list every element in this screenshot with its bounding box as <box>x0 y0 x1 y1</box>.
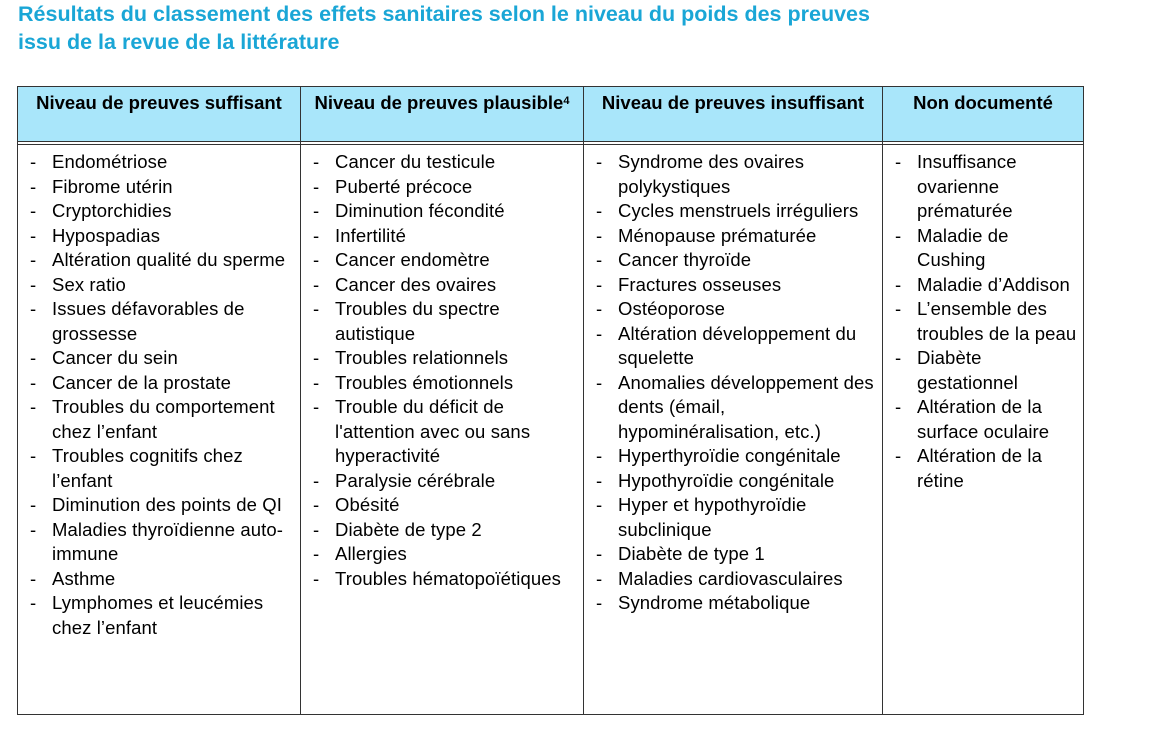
bullet-dash: - <box>30 298 37 319</box>
bullet-dash: - <box>596 273 603 295</box>
list-item-text: Cancer du sein <box>52 347 178 368</box>
list-item-text: Diminution des points de QI <box>52 494 282 515</box>
bullet-dash: - <box>30 567 37 589</box>
list-item <box>309 469 579 494</box>
list-item <box>309 297 579 346</box>
body-row <box>18 145 1084 715</box>
bullet-dash: - <box>313 224 320 246</box>
list-item-text: Asthme <box>52 567 116 589</box>
list-item <box>309 395 579 469</box>
list-item <box>26 199 296 224</box>
bullet-dash: - <box>313 347 320 368</box>
list-item-text: Ostéoporose <box>618 298 726 319</box>
list-item <box>26 150 296 175</box>
list-item <box>891 346 1079 395</box>
list-item-text: Troubles relationnels <box>335 347 509 368</box>
bullet-dash: - <box>313 396 320 417</box>
list-item-text: Insuffisance ovarienne prématurée <box>917 151 1017 221</box>
list-item-text: Fractures osseuses <box>618 273 782 295</box>
list-item <box>891 224 1079 273</box>
header-row <box>18 87 1084 142</box>
list-item <box>26 395 296 444</box>
footnote-ref: 4 <box>563 95 570 107</box>
bullet-dash: - <box>30 396 37 417</box>
header-plausible: Niveau de preuves plausible$^4$ <box>301 87 584 142</box>
bullet-dash: - <box>30 518 37 540</box>
bullet-dash: - <box>313 543 320 564</box>
list-item-text: Maladies thyroïdienne auto-immune <box>52 518 284 564</box>
header-undocumented: Non documenté <box>883 87 1084 142</box>
column-sufficient <box>18 145 301 715</box>
bullet-dash: - <box>596 224 603 246</box>
list-item <box>26 297 296 346</box>
header-insufficient: Niveau de preuves insuffisant <box>584 87 883 142</box>
list-item <box>26 248 296 273</box>
list-item <box>592 297 878 322</box>
bullet-dash: - <box>596 543 603 564</box>
list-item <box>26 518 296 567</box>
list-item <box>891 444 1079 493</box>
list-item-text: Sex ratio <box>52 273 126 295</box>
bullet-dash: - <box>313 175 320 197</box>
list-item-text: Ménopause prématurée <box>618 224 817 246</box>
list-item-text: Altération qualité du sperme <box>52 249 286 270</box>
bullet-dash: - <box>596 249 603 270</box>
list-item-text: Anomalies développement des dents (émail, hypominéralisation, etc.) <box>618 371 874 442</box>
list-item-text: Troubles du comportement chez l’enfant <box>52 396 275 442</box>
column-plausible <box>301 145 584 715</box>
bullet-dash: - <box>313 273 320 295</box>
list-item-text: Obésité <box>335 494 400 515</box>
list-item <box>592 542 878 567</box>
list-item-text: Maladie de Cushing <box>917 224 1009 270</box>
list-item <box>592 591 878 616</box>
bullet-dash: - <box>895 298 902 319</box>
list-item-text: Infertilité <box>335 224 407 246</box>
bullet-dash: - <box>895 151 902 172</box>
list-item-text: Maladie d’Addison <box>917 273 1070 295</box>
list-item-text: Puberté précoce <box>335 175 473 197</box>
title-line-2: issu de la revue de la littérature <box>18 30 340 54</box>
bullet-dash: - <box>30 249 37 270</box>
bullet-dash: - <box>30 175 37 197</box>
bullet-dash: - <box>596 151 603 172</box>
bullet-dash: - <box>313 249 320 270</box>
bullet-dash: - <box>895 273 902 295</box>
bullet-dash: - <box>596 322 603 344</box>
list-item-text: Allergies <box>335 543 407 564</box>
list-item <box>26 591 296 640</box>
evidence-table <box>17 86 1084 715</box>
column-insufficient <box>584 145 883 715</box>
list-item <box>891 395 1079 444</box>
list-item-text: Troubles émotionnels <box>335 371 514 393</box>
page-title <box>18 0 1138 56</box>
bullet-dash: - <box>313 494 320 515</box>
list-item <box>309 175 579 200</box>
bullet-dash: - <box>313 200 320 221</box>
list-item-text: Diabète gestationnel <box>917 347 1018 393</box>
bullet-dash: - <box>596 445 603 466</box>
list-item <box>592 224 878 249</box>
list-item <box>592 371 878 445</box>
bullet-dash: - <box>30 273 37 295</box>
list-item-text: Hyperthyroïdie congénitale <box>618 445 841 466</box>
list-item <box>891 273 1079 298</box>
bullet-dash: - <box>313 298 320 319</box>
list-item <box>309 371 579 396</box>
list-item <box>592 322 878 371</box>
list-item-text: Hyper et hypothyroïdie subclinique <box>618 494 807 540</box>
list-item <box>891 297 1079 346</box>
bullet-dash: - <box>30 592 37 613</box>
list-item <box>592 493 878 542</box>
list-item-text: Lymphomes et leucémies chez l’enfant <box>52 592 264 638</box>
list-item-text: Cancer de la prostate <box>52 371 231 393</box>
bullet-dash: - <box>895 445 902 466</box>
list-item-text: Syndrome des ovaires polykystiques <box>618 151 805 197</box>
list-item-text: Diabète de type 1 <box>618 543 765 564</box>
list-item <box>592 469 878 494</box>
bullet-dash: - <box>596 592 603 613</box>
bullet-dash: - <box>596 494 603 515</box>
column-undocumented <box>883 145 1084 715</box>
list-item-text: Cryptorchidies <box>52 200 172 221</box>
list-item <box>309 518 579 543</box>
list-item <box>309 542 579 567</box>
bullet-dash: - <box>30 445 37 466</box>
list-item-text: Cycles menstruels irréguliers <box>618 200 859 221</box>
list-item-text: Maladies cardiovasculaires <box>618 567 843 589</box>
bullet-dash: - <box>30 224 37 246</box>
list-item <box>309 493 579 518</box>
bullet-dash: - <box>895 347 902 368</box>
list-item-text: Cancer du testicule <box>335 151 496 172</box>
bullet-dash: - <box>596 298 603 319</box>
list-item-text: L’ensemble des troubles de la peau <box>917 298 1077 344</box>
bullet-dash: - <box>30 200 37 221</box>
list-item-text: Syndrome métabolique <box>618 592 811 613</box>
list-item-text: Diabète de type 2 <box>335 518 482 540</box>
list-item-text: Troubles hématopoïétiques <box>335 567 562 589</box>
list-item <box>26 444 296 493</box>
bullet-dash: - <box>895 224 902 246</box>
bullet-dash: - <box>313 151 320 172</box>
list-item <box>309 248 579 273</box>
list-item <box>891 150 1079 224</box>
list-item <box>592 444 878 469</box>
bullet-dash: - <box>30 347 37 368</box>
list-item <box>309 199 579 224</box>
bullet-dash: - <box>596 567 603 589</box>
list-item-text: Troubles du spectre autistique <box>335 298 500 344</box>
bullet-dash: - <box>313 371 320 393</box>
list-item-text: Cancer endomètre <box>335 249 490 270</box>
list-item <box>309 346 579 371</box>
list-item <box>26 273 296 298</box>
list-item-text: Altération de la rétine <box>917 445 1043 491</box>
bullet-dash: - <box>30 151 37 172</box>
list-item-text: Altération de la surface oculaire <box>917 396 1050 442</box>
bullet-dash: - <box>596 200 603 221</box>
list-item <box>592 567 878 592</box>
list-item <box>309 224 579 249</box>
bullet-dash: - <box>596 371 603 393</box>
list-item-text: Endométriose <box>52 151 168 172</box>
list-item <box>26 371 296 396</box>
list-item-text: Cancer des ovaires <box>335 273 497 295</box>
list-item-text: Trouble du déficit de l'attention avec ou sans hyperactivité <box>335 396 531 466</box>
title-line-1: Résultats du classement des effets sanitaires selon le niveau du poids des preuves <box>18 2 870 26</box>
list-item-text: Fibrome utérin <box>52 175 173 197</box>
list-item-text: Hypospadias <box>52 224 161 246</box>
bullet-dash: - <box>313 567 320 589</box>
list-item <box>309 567 579 592</box>
list-item-text: Issues défavorables de grossesse <box>52 298 245 344</box>
list-item <box>592 248 878 273</box>
list-item-text: Troubles cognitifs chez l’enfant <box>52 445 243 491</box>
list-item <box>26 567 296 592</box>
bullet-dash: - <box>30 494 37 515</box>
list-item <box>592 150 878 199</box>
list-item-text: Paralysie cérébrale <box>335 469 496 491</box>
list-item <box>309 273 579 298</box>
list-item <box>26 346 296 371</box>
list-item-text: Altération développement du squelette <box>618 322 857 368</box>
list-item <box>26 493 296 518</box>
list-item <box>309 150 579 175</box>
list-item <box>592 199 878 224</box>
bullet-dash: - <box>313 518 320 540</box>
list-item-text: Diminution fécondité <box>335 200 505 221</box>
bullet-dash: - <box>30 371 37 393</box>
header-sufficient: Niveau de preuves suffisant <box>18 87 301 142</box>
bullet-dash: - <box>895 396 902 417</box>
bullet-dash: - <box>596 469 603 491</box>
list-item-text: Hypothyroïdie congénitale <box>618 469 835 491</box>
list-item-text: Cancer thyroïde <box>618 249 752 270</box>
list-item <box>592 273 878 298</box>
list-item <box>26 175 296 200</box>
list-item <box>26 224 296 249</box>
bullet-dash: - <box>313 469 320 491</box>
